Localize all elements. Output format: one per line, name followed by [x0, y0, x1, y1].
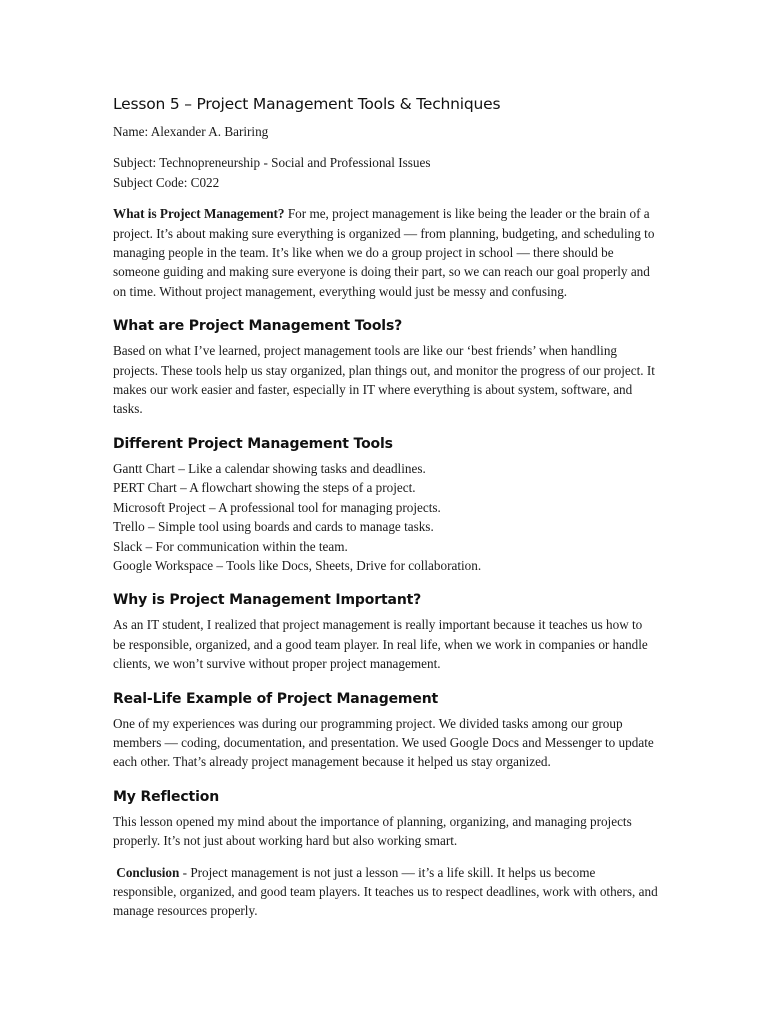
example-paragraph: One of my experiences was during our programming project. We divided tasks among our group members — coding, documentation, and presentation. We used Google Docs and Messenger to update each other. That’s already project management because it helped us stay organized. [113, 715, 654, 770]
tools-paragraph: Based on what I’ve learned, project management tools are like our ‘best friends’ when handling projects. These tools help us stay organized, plan things out, and monitor the progress of our project. It makes our work easier and faster, especially in IT where everything is about system, software, and tasks. [113, 343, 655, 417]
subject-line: Subject: Technopreneurship - Social and Professional Issues [113, 155, 431, 171]
conclusion-paragraph [113, 863, 658, 921]
reflection-heading: My Reflection [113, 788, 220, 805]
intro-paragraph [113, 204, 658, 301]
list-item: Trello – Simple tool using boards and cards to manage tasks. [113, 519, 434, 535]
subject-code-line: Subject Code: C022 [113, 174, 220, 190]
example-heading: Real-Life Example of Project Management [113, 690, 439, 707]
importance-heading: Why is Project Management Important? [113, 592, 422, 609]
conclusion-text: - Project management is not just a lesson — it’s a life skill. It helps us become responsible, organized, and good team players. It teaches us to respect deadlines, work with others, and manage resources properly. [113, 864, 658, 919]
tools-list [113, 459, 658, 575]
tools-heading: What are Project Management Tools? [113, 318, 403, 335]
list-item: Google Workspace – Tools like Docs, Sheets, Drive for collaboration. [113, 557, 482, 573]
document-page [113, 92, 658, 921]
list-item: PERT Chart – A flowchart showing the steps of a project. [113, 480, 416, 496]
page-title: Lesson 5 – Project Management Tools & Techniques [113, 95, 501, 113]
intro-text: For me, project management is like being the leader or the brain of a project. It’s about making sure everything is organized — from planning, budgeting, and scheduling to managing people in the team. It’s like when we do a group project in school — there should be someone guiding and making sure everyone is doing their part, so we can reach our goal properly and on time. Without project management, everything would just be messy and confusing. [113, 206, 655, 299]
author-name: Name: Alexander A. Bariring [113, 124, 269, 139]
list-item: Slack – For communication within the team. [113, 538, 348, 554]
list-item: Microsoft Project – A professional tool for managing projects. [113, 499, 441, 515]
importance-paragraph: As an IT student, I realized that project management is really important because it teaches us how to be responsible, organized, and a good team player. In real life, when we work in companies or handle clients, we won’t survive without proper project management. [113, 617, 648, 672]
intro-lead: What is Project Management? [113, 206, 285, 222]
conclusion-lead: Conclusion [116, 864, 180, 880]
list-item: Gantt Chart – Like a calendar showing tasks and deadlines. [113, 460, 426, 476]
reflection-paragraph: This lesson opened my mind about the importance of planning, organizing, and managing projects properly. It’s not just about working hard but also working smart. [113, 813, 632, 849]
different-tools-heading: Different Project Management Tools [113, 435, 393, 452]
